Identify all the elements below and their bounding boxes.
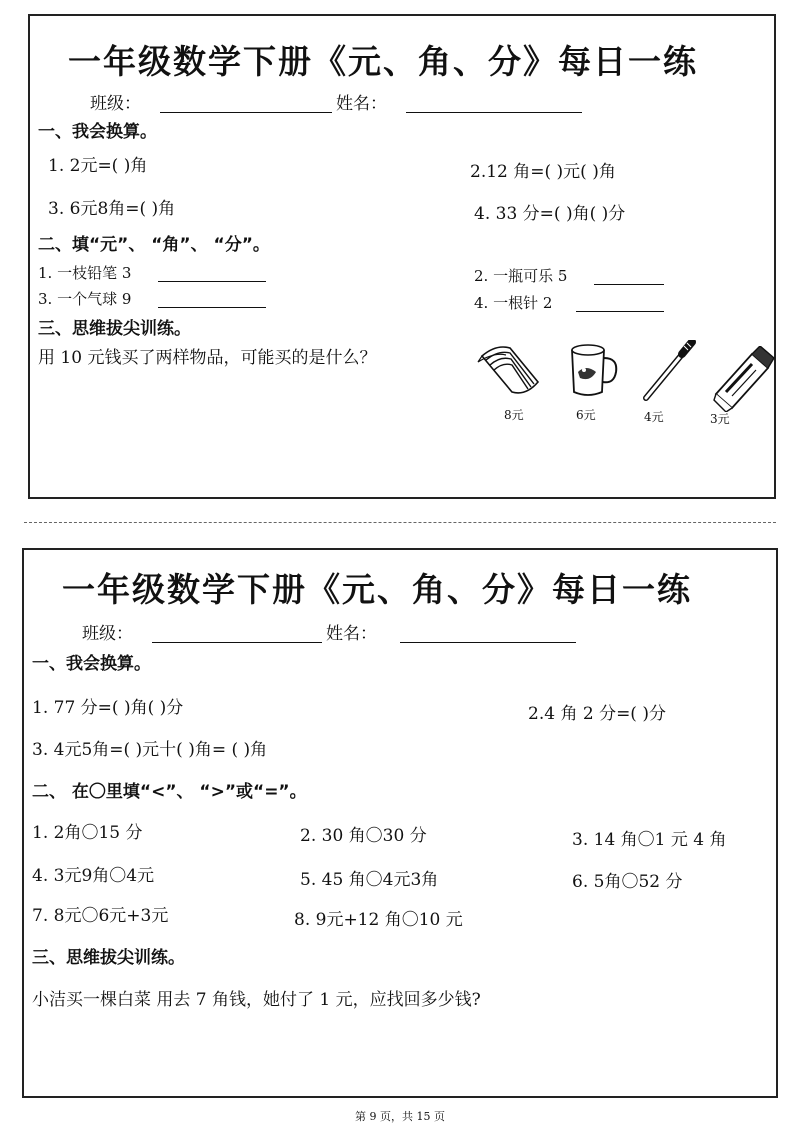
question-item: 4. 一根针 2 <box>474 294 553 312</box>
section-heading: 二、填“元”、 “角”、 “分”。 <box>38 235 270 255</box>
worksheet-title: 一年级数学下册《元、角、分》每日一练 <box>62 570 692 609</box>
question-item: 2.4 角 2 分=( )分 <box>528 704 666 724</box>
question-text: 用 10 元钱买了两样物品，可能买的是什么？ <box>38 348 377 368</box>
question-item: 5. 45 角〇4元3角 <box>300 870 439 890</box>
towel-icon <box>476 338 542 400</box>
answer-blank[interactable] <box>158 307 266 308</box>
price-label: 3元 <box>710 412 730 426</box>
question-item: 2. 一瓶可乐 5 <box>474 267 568 285</box>
cup-icon <box>566 342 624 398</box>
page-footer: 第 9 页，共 15 页 <box>355 1110 445 1123</box>
question-item: 3. 6元8角=( )角 <box>48 199 176 219</box>
name-label: 姓名： <box>326 624 377 644</box>
question-item: 3. 4元5角=( )元十( )角= ( )角 <box>32 740 268 760</box>
price-label: 4元 <box>644 410 664 424</box>
question-item: 1. 2元=( )角 <box>48 156 148 176</box>
price-label: 6元 <box>576 408 596 422</box>
question-item: 1. 77 分=( )角( )分 <box>32 698 184 718</box>
section-heading: 二、 在〇里填“<”、 “>”或“=”。 <box>32 782 307 802</box>
question-item: 2. 30 角〇30 分 <box>300 826 427 846</box>
class-label: 班级： <box>90 94 141 114</box>
section-heading: 三、思维拔尖训练。 <box>38 319 191 339</box>
name-blank[interactable] <box>400 642 576 643</box>
question-item: 2.12 角=( )元( )角 <box>470 162 616 182</box>
cut-line <box>24 522 776 523</box>
worksheet-title: 一年级数学下册《元、角、分》每日一练 <box>68 42 698 81</box>
question-item: 4. 3元9角〇4元 <box>32 866 155 886</box>
toothpaste-icon <box>712 346 776 412</box>
class-label: 班级： <box>82 624 133 644</box>
question-item: 1. 一枝铅笔 3 <box>38 264 132 282</box>
section-heading: 三、思维拔尖训练。 <box>32 948 185 968</box>
worksheet-2 <box>22 548 778 1098</box>
answer-blank[interactable] <box>158 281 266 282</box>
section-heading: 一、我会换算。 <box>32 654 151 674</box>
question-item: 7. 8元〇6元+3元 <box>32 906 169 926</box>
question-text: 小洁买一棵白菜 用去 7 角钱，她付了 1 元，应找回多少钱? <box>32 990 481 1010</box>
name-label: 姓名： <box>336 94 387 114</box>
answer-blank[interactable] <box>576 311 664 312</box>
question-item: 3. 14 角〇1 元 4 角 <box>572 830 727 850</box>
section-heading: 一、我会换算。 <box>38 122 157 142</box>
answer-blank[interactable] <box>594 284 664 285</box>
class-blank[interactable] <box>160 112 332 113</box>
toothbrush-icon <box>640 340 700 404</box>
question-item: 6. 5角〇52 分 <box>572 872 683 892</box>
class-blank[interactable] <box>152 642 322 643</box>
question-item: 1. 2角〇15 分 <box>32 823 143 843</box>
worksheet-1 <box>28 14 776 499</box>
name-blank[interactable] <box>406 112 582 113</box>
question-item: 3. 一个气球 9 <box>38 290 132 308</box>
question-item: 4. 33 分=( )角( )分 <box>474 204 626 224</box>
question-item: 8. 9元+12 角〇10 元 <box>294 910 463 930</box>
price-label: 8元 <box>504 408 524 422</box>
